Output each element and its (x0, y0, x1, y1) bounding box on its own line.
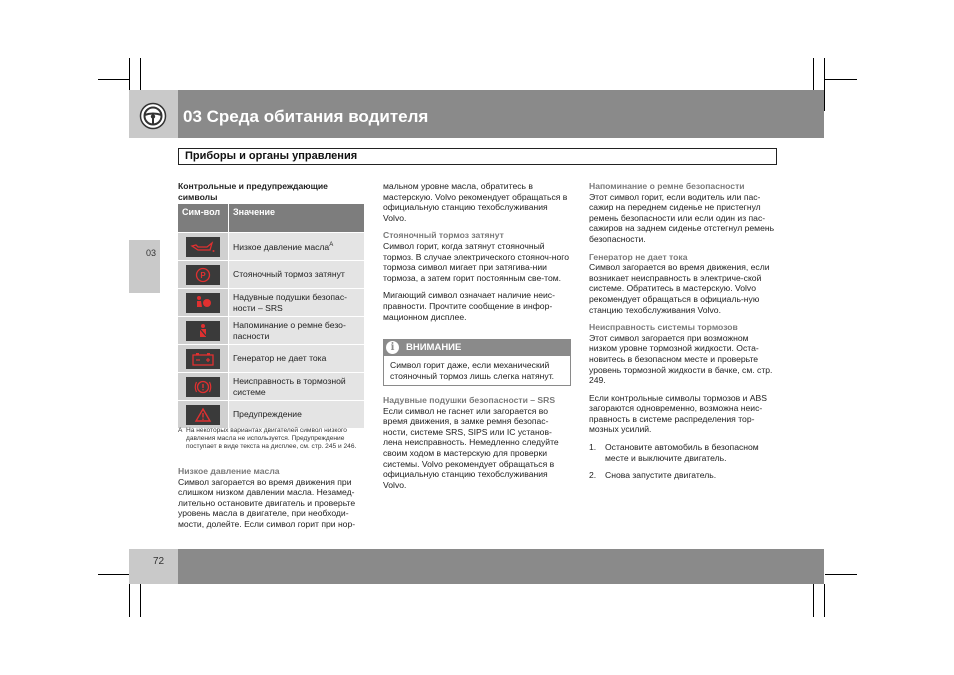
crop-mark (825, 79, 857, 80)
oil-text-continued: мальном уровне масла, обратитесь в мастерскую. Volvo рекомендует обращаться в официальную станцию техобслуживания Volvo. (383, 181, 568, 223)
srs-section (383, 395, 571, 490)
section-title-box (178, 148, 777, 165)
srs-text: Если символ не гаснет или загорается во время движения, в замке ремня безопас-ности, системе SRS, SIPS или IC установ-лена неисправность. Немедленно следуйте своим ходом в мастерскую для проверки системы. Volvo рекомендует обращаться в официальную станцию техобслуживания Volvo. (383, 405, 559, 490)
list-item (589, 470, 777, 481)
srs-heading: Надувные подушки безопасности – SRS (383, 395, 556, 405)
table-row (178, 373, 364, 401)
table-header-symbol: Сим-вол (182, 207, 221, 217)
table-row (178, 261, 364, 289)
crop-mark (140, 584, 141, 617)
list-item-number: 2. (589, 470, 597, 481)
parking-text-2: Мигающий символ означает наличие неис-правности. Прочтите сообщение в инфор-мационном дисплее. (383, 290, 555, 322)
table-footnote (178, 427, 364, 450)
warning-header (383, 339, 571, 356)
battery-icon (186, 349, 220, 369)
table-row (178, 233, 364, 261)
list-item-text: Снова запустите двигатель. (605, 470, 717, 481)
row-meaning: Неисправность в тормозной системе (233, 376, 346, 397)
row-meaning: Предупреждение (233, 409, 302, 420)
warning-title: ВНИМАНИЕ (406, 342, 462, 353)
list-item-text: Остановите автомобиль в безопасном месте и выключите двигатель. (605, 442, 759, 463)
column-2 (383, 181, 571, 322)
crop-mark (824, 58, 825, 111)
brake-text-2: Если контрольные символы тормозов и ABS загораются одновременно, возможна неис-правность в системе распределения тор-мозных усилий. (589, 392, 767, 435)
row-meaning: Стояночный тормоз затянут (233, 269, 345, 280)
row-meaning: Надувные подушки безопас-ности – SRS (233, 292, 347, 313)
belt-text: Этот символ горит, если водитель или пас-сажир на переднем сиденье не пристегнул ремень безопасности или если один из пас-сажиров на заднем сиденье отстегнул ремень безопасности. (589, 191, 775, 244)
footnote-text: На некоторых вариантах двигателей символ низкого давления масла не используется. Предупреждение поступает в виде текста на дисплее, см. стр. 245 и 246. (186, 427, 357, 450)
crop-mark (813, 58, 814, 90)
crop-mark (825, 574, 857, 575)
table-row (178, 345, 364, 373)
steering-wheel-icon (139, 102, 167, 130)
row-meaning: Напоминание о ремне безо-пасности (233, 320, 346, 341)
oil-text: Символ загорается во время движения при слишком низком давлении масла. Незамед-лительно остановите двигатель и проверьте уровень масла в двигателе, при необходи-мости, долейте. Если символ горит при нор- (178, 476, 356, 529)
page-number: 72 (153, 556, 165, 567)
generator-heading: Генератор не дает тока (589, 251, 688, 262)
crop-mark (140, 58, 141, 90)
brake-heading: Неисправность системы тормозов (589, 322, 738, 333)
column-3 (589, 181, 777, 481)
row-meaning: Низкое давление масла (233, 242, 330, 253)
row-meaning: Генератор не дает тока (233, 353, 327, 364)
list-item (589, 442, 777, 463)
oil-pressure-icon (186, 237, 220, 257)
crop-mark (98, 79, 129, 80)
table-header-meaning: Значение (228, 204, 364, 232)
crop-mark (813, 584, 814, 617)
chapter-title: 03 Среда обитания водителя (183, 107, 429, 126)
oil-section (178, 466, 364, 530)
warning-triangle-icon (186, 405, 220, 425)
table-row (178, 289, 364, 317)
belt-heading: Напоминание о ремне безопасности (589, 181, 745, 191)
column-1 (178, 181, 364, 202)
svg-text:P: P (200, 270, 206, 280)
oil-heading: Низкое давление масла (178, 466, 280, 476)
row-sup: A (329, 242, 334, 249)
list-item-number: 1. (589, 442, 597, 453)
seatbelt-icon (186, 321, 220, 341)
brake-failure-icon (186, 377, 220, 397)
chapter-side-tab-label: 03 (146, 248, 157, 258)
parking-brake-icon (186, 265, 220, 285)
crop-mark (824, 584, 825, 617)
footnote-mark: A (178, 427, 183, 434)
section-title: Приборы и органы управления (185, 150, 358, 162)
info-icon: i (386, 341, 399, 354)
parking-heading: Стояночный тормоз затянут (383, 230, 504, 241)
crop-mark (129, 584, 130, 617)
generator-text: Символ загорается во время движения, если возникает неисправность в электриче-ской системе. Обратитесь в мастерскую. Volvo рекомендует обращаться в официаль-ную станцию техобслуживания Volvo. (589, 262, 770, 315)
chapter-side-tab (129, 240, 160, 293)
warning-box (383, 339, 571, 386)
warning-text: Символ горит даже, если механический стояночный тормоз лишь слегка натянут. (383, 356, 571, 386)
table-row (178, 317, 364, 345)
brake-text: Этот символ загорается при возможном низком уровне тормозной жидкости. Оста-новитесь в безопасном месте и проверьте уровень тормозной жидкости в бачке, см. стр. 249. (589, 332, 773, 386)
symbols-heading: Контрольные и предупреждающие символы (178, 181, 328, 202)
symbols-table (178, 204, 364, 429)
footer-band (178, 549, 824, 584)
airbag-icon (186, 293, 220, 313)
table-header (178, 204, 364, 233)
crop-mark (98, 574, 129, 575)
parking-text: Символ горит, когда затянут стояночный тормоз. В случае электрического стояноч-ного тормоза символ мигает при затягива-нии тормоза, а затем горит постоянным све-том. (383, 240, 570, 283)
table-row (178, 401, 364, 429)
